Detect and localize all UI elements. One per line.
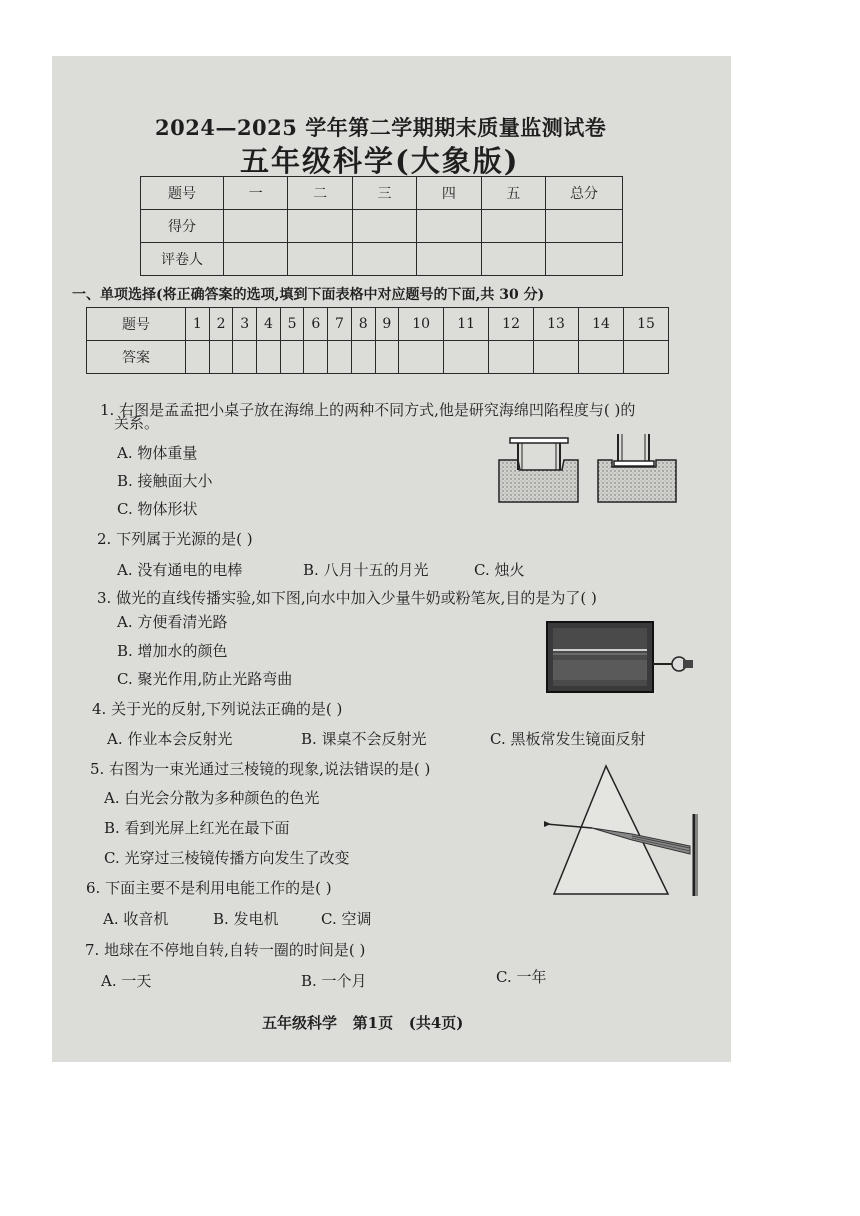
question-5-option-b: B. 看到光屏上红光在最下面 <box>104 819 290 837</box>
answer-number: 15 <box>623 308 668 341</box>
exam-subtitle: 五年级科学(大象版) <box>240 144 520 178</box>
question-1-option-c: C. 物体形状 <box>117 500 198 518</box>
sponge-right <box>598 434 676 502</box>
question-4-stem: 4. 关于光的反射,下列说法正确的是( ) <box>92 700 343 718</box>
grader-cell <box>224 243 288 276</box>
score-cell <box>352 210 416 243</box>
score-col-1: 一 <box>224 177 288 210</box>
answer-cell <box>186 341 210 374</box>
question-2-option-b: B. 八月十五的月光 <box>303 561 429 579</box>
question-1-stem-line2: 关系。 <box>114 414 160 432</box>
exam-title: 2024—2025 学年第二学期期末质量监测试卷 <box>155 115 607 140</box>
question-2-option-c: C. 烛火 <box>474 561 525 579</box>
answer-cell <box>534 341 579 374</box>
grader-cell <box>481 243 545 276</box>
question-3-option-a: A. 方便看清光路 <box>117 613 228 631</box>
question-4-option-c: C. 黑板常发生镜面反射 <box>490 730 646 748</box>
score-cell <box>417 210 481 243</box>
question-4-option-b: B. 课桌不会反射光 <box>301 730 427 748</box>
answer-number: 3 <box>233 308 257 341</box>
question-7-stem: 7. 地球在不停地自转,自转一圈的时间是( ) <box>85 941 366 959</box>
answer-cell <box>304 341 328 374</box>
answer-cell <box>623 341 668 374</box>
answer-number: 5 <box>280 308 304 341</box>
answer-cell <box>579 341 624 374</box>
answer-number: 10 <box>399 308 444 341</box>
question-6-stem: 6. 下面主要不是利用电能工作的是( ) <box>86 879 332 897</box>
score-row-label-grader: 评卷人 <box>141 243 224 276</box>
answer-table <box>86 307 669 374</box>
answer-cell <box>257 341 281 374</box>
question-5-stem: 5. 右图为一束光通过三棱镜的现象,说法错误的是( ) <box>90 760 431 778</box>
answer-number: 11 <box>444 308 489 341</box>
grader-cell <box>546 243 623 276</box>
score-row-label-score: 得分 <box>141 210 224 243</box>
answer-cell <box>351 341 375 374</box>
answer-cell <box>328 341 352 374</box>
score-col-2: 二 <box>288 177 352 210</box>
question-2-option-a: A. 没有通电的电棒 <box>117 561 243 579</box>
answer-table-number-label: 题号 <box>87 308 186 341</box>
score-table-header-label: 题号 <box>141 177 224 210</box>
question-7-option-a: A. 一天 <box>101 972 152 990</box>
answer-cell <box>399 341 444 374</box>
answer-cell <box>375 341 399 374</box>
answer-number: 7 <box>328 308 352 341</box>
section1-heading: 一、单项选择(将正确答案的选项,填到下面表格中对应题号的下面,共 30 分) <box>72 287 545 303</box>
question-6-option-b: B. 发电机 <box>213 910 279 928</box>
answer-number: 2 <box>209 308 233 341</box>
question-7-option-b: B. 一个月 <box>301 972 367 990</box>
score-table <box>140 176 623 276</box>
question-1-option-b: B. 接触面大小 <box>117 472 213 490</box>
answer-number: 9 <box>375 308 399 341</box>
question-6-option-c: C. 空调 <box>321 910 372 928</box>
question-5-option-c: C. 光穿过三棱镜传播方向发生了改变 <box>104 849 350 867</box>
question-3-option-b: B. 增加水的颜色 <box>117 642 228 660</box>
score-col-3: 三 <box>352 177 416 210</box>
answer-cell <box>280 341 304 374</box>
question-5-option-a: A. 白光会分散为多种颜色的色光 <box>104 789 320 807</box>
answer-cell <box>489 341 534 374</box>
grader-cell <box>288 243 352 276</box>
prism-figure <box>540 762 705 898</box>
question-3-stem: 3. 做光的直线传播实验,如下图,向水中加入少量牛奶或粉笔灰,目的是为了( ) <box>97 589 597 607</box>
question-1-option-a: A. 物体重量 <box>117 444 198 462</box>
score-col-total: 总分 <box>546 177 623 210</box>
question-6-option-a: A. 收音机 <box>103 910 169 928</box>
answer-cell <box>444 341 489 374</box>
sponge-table-figure <box>494 430 684 508</box>
answer-number: 12 <box>489 308 534 341</box>
score-cell <box>224 210 288 243</box>
answer-cell <box>209 341 233 374</box>
question-7-option-c: C. 一年 <box>496 968 547 986</box>
grader-cell <box>417 243 481 276</box>
score-cell <box>288 210 352 243</box>
grader-cell <box>352 243 416 276</box>
question-1-stem-line1: 1. 右图是孟孟把小桌子放在海绵上的两种不同方式,他是研究海绵凹陷程度与( )的 <box>100 401 636 419</box>
answer-number: 8 <box>351 308 375 341</box>
answer-number: 1 <box>186 308 210 341</box>
answer-number: 6 <box>304 308 328 341</box>
score-cell <box>546 210 623 243</box>
score-cell <box>481 210 545 243</box>
question-4-option-a: A. 作业本会反射光 <box>107 730 233 748</box>
answer-number: 4 <box>257 308 281 341</box>
question-3-option-c: C. 聚光作用,防止光路弯曲 <box>117 670 293 688</box>
sponge-left <box>499 438 578 502</box>
answer-number: 13 <box>534 308 579 341</box>
water-tank-figure <box>545 620 695 696</box>
score-col-5: 五 <box>481 177 545 210</box>
answer-cell <box>233 341 257 374</box>
answer-table-answer-label: 答案 <box>87 341 186 374</box>
question-2-stem: 2. 下列属于光源的是( ) <box>97 530 253 548</box>
score-col-4: 四 <box>417 177 481 210</box>
page-footer: 五年级科学 第1页 (共4页) <box>262 1014 464 1032</box>
answer-number: 14 <box>579 308 624 341</box>
